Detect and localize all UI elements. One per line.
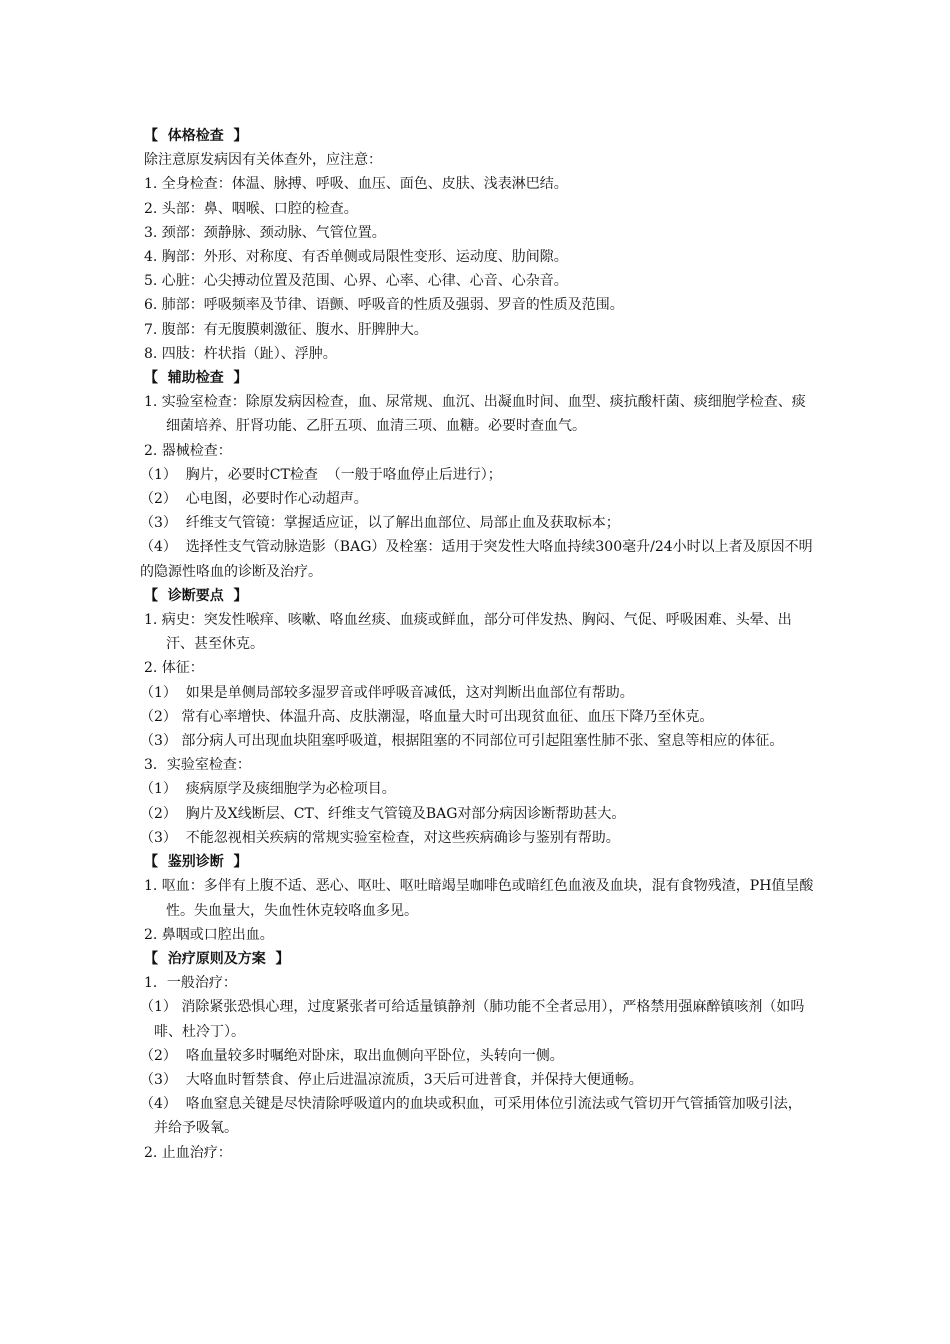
section-heading-auxiliary-exam: 【 辅助检查 】 [144,370,248,387]
section-heading-treatment: 【 治疗原则及方案 】 [144,950,290,967]
list-item: 5. 心脏：心尖搏动位置及范围、心界、心率、心律、心音、心杂音。 [144,273,568,290]
sub-list-item: （4） 咯血窒息关键是尽快清除呼吸道内的血块或积血，可采用体位引流法或气管切开气管插管加吸引法，并给予吸氧。 [140,1096,802,1137]
list-item: 1. 实验室检查：除原发病因检查，血、尿常规、血沉、出凝血时间、血型、痰抗酸杆菌、痰细胞学检查、痰细菌培养、肝肾功能、乙肝五项、血清三项、血糖。必要时查血气。 [144,394,806,435]
intro-text: 除注意原发病因有关体查外，应注意： [144,152,382,169]
list-item: 6. 肺部：呼吸频率及节律、语颤、呼吸音的性质及强弱、罗音的性质及范围。 [144,297,624,314]
section-heading-physical-exam: 【 体格检查 】 [144,128,248,144]
sub-list-item: （2） 心电图，必要时作心动超声。 [140,491,368,508]
list-item: 2. 器械检查： [144,442,232,459]
sub-list-item: （1） 痰病原学及痰细胞学为必检项目。 [140,781,396,798]
sub-list-item: （1） 消除紧张恐惧心理，过度紧张者可给适量镇静剂（肺功能不全者忌用），严格禁用强麻醉镇咳剂（如吗啡、杜冷丁）。 [140,999,805,1040]
section-heading-diagnosis: 【 诊断要点 】 [144,587,248,604]
sub-list-item: （2） 胸片及X线断层、CT、纤维支气管镜及BAG对部分病因诊断帮助甚大。 [140,805,626,822]
sub-list-item: （1） 胸片，必要时CT检查 （一般于咯血停止后进行）； [140,466,502,483]
list-item: 1. 病史：突发性喉痒、咳嗽、咯血丝痰、血痰或鲜血，部分可伴发热、胸闷、气促、呼吸困难、头晕、出汗、甚至休克。 [144,612,792,653]
section-heading-differential: 【 鉴别诊断 】 [144,854,248,871]
list-item: 2. 鼻咽或口腔出血。 [144,926,274,943]
sub-list-item: （1） 如果是单侧局部较多湿罗音或伴呼吸音减低，这对判断出血部位有帮助。 [140,684,634,701]
list-item: 3. 颈部：颈静脉、颈动脉、气管位置。 [144,224,386,241]
list-item: 7. 腹部：有无腹膜刺激征、腹水、肝脾肿大。 [144,321,428,338]
sub-list-item: （3） 不能忽视相关疾病的常规实验室检查，对这些疾病确诊与鉴别有帮助。 [140,829,620,846]
list-item: 8. 四肢：杵状指（趾）、浮肿。 [144,345,337,362]
list-item: 2. 头部：鼻、咽喉、口腔的检查。 [144,200,358,217]
sub-list-item: （3） 大咯血时暂禁食、停止后进温凉流质，3天后可进普食，并保持大便通畅。 [140,1071,643,1088]
list-item: 2. 体征： [144,660,204,677]
list-item: 3．实验室检查： [144,757,251,774]
list-item: 1. 全身检查：体温、脉搏、呼吸、血压、面色、皮肤、浅表淋巴结。 [144,176,568,193]
sub-list-item: （3） 部分病人可出现血块阻塞呼吸道，根据阻塞的不同部位可引起阻塞性肺不张、窒息等相应的体征。 [140,733,784,750]
sub-list-item: （3） 纤维支气管镜：掌握适应证，以了解出血部位、局部止血及获取标本； [140,515,620,532]
list-item: 2. 止血治疗： [144,1144,232,1161]
list-item: 1．一般治疗： [144,975,237,992]
document-page [140,124,814,1165]
list-item: 1. 呕血：多伴有上腹不适、恶心、呕吐、呕吐暗竭呈咖啡色或暗红色血液及血块，混有食物残渣，PH值呈酸性。失血量大，失血性休克较咯血多见。 [144,878,814,919]
sub-list-item: （2） 常有心率增快、体温升高、皮肤潮湿，咯血量大时可出现贫血征、血压下降乃至休克。 [140,708,714,725]
sub-list-item: （2） 咯血量较多时嘱绝对卧床，取出血侧向平卧位，头转向一侧。 [140,1047,564,1064]
sub-list-item: （4） 选择性支气管动脉造影（BAG）及栓塞：适用于突发性大咯血持续300毫升/24小时以上者及原因不明的隐源性咯血的诊断及治疗。 [140,539,813,580]
list-item: 4. 胸部：外形、对称度、有否单侧或局限性变形、运动度、肋间隙。 [144,249,568,266]
